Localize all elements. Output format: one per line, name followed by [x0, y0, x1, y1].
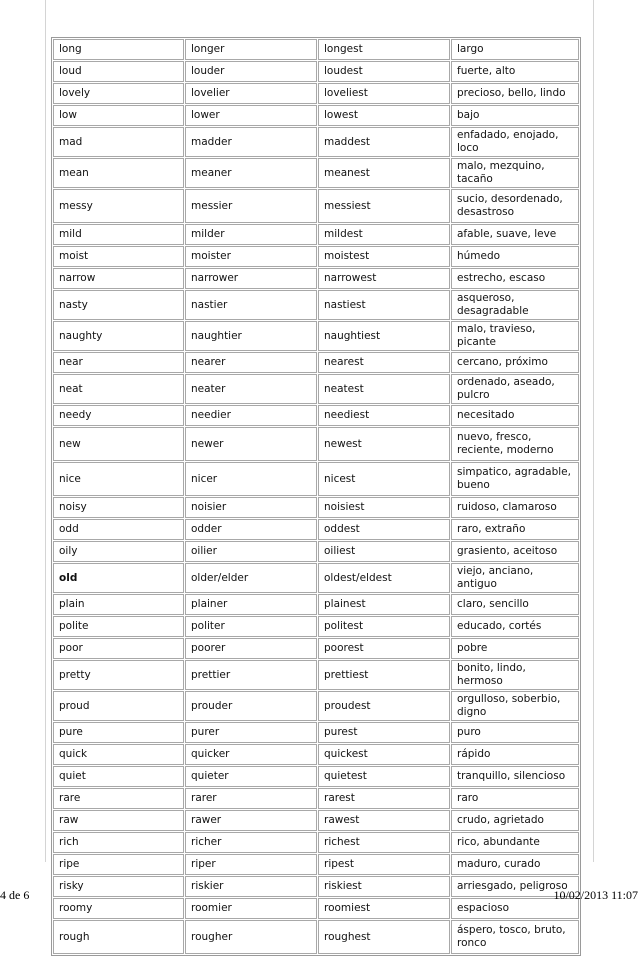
cell-base-form: narrow — [53, 268, 184, 289]
cell-comparative: rarer — [185, 788, 317, 809]
cell-base-form: odd — [53, 519, 184, 540]
cell-base-form: mild — [53, 224, 184, 245]
cell-spanish-translation: viejo, anciano, antiguo — [451, 563, 579, 593]
cell-base-form: quiet — [53, 766, 184, 787]
cell-base-form: mad — [53, 127, 184, 157]
table-row — [53, 810, 579, 831]
cell-comparative: longer — [185, 39, 317, 60]
table-row — [53, 374, 579, 404]
cell-spanish-translation: bajo — [451, 105, 579, 126]
cell-superlative: prettiest — [318, 660, 450, 690]
cell-spanish-translation: enfadado, enojado, loco — [451, 127, 579, 157]
cell-base-form: poor — [53, 638, 184, 659]
cell-spanish-translation: pobre — [451, 638, 579, 659]
cell-comparative: nastier — [185, 290, 317, 320]
table-row — [53, 660, 579, 690]
cell-base-form: plain — [53, 594, 184, 615]
table-row — [53, 224, 579, 245]
cell-superlative: purest — [318, 722, 450, 743]
cell-spanish-translation: fuerte, alto — [451, 61, 579, 82]
cell-superlative: loudest — [318, 61, 450, 82]
cell-spanish-translation: tranquillo, silencioso — [451, 766, 579, 787]
cell-spanish-translation: húmedo — [451, 246, 579, 267]
cell-superlative: plainest — [318, 594, 450, 615]
cell-base-form: rich — [53, 832, 184, 853]
table-row — [53, 744, 579, 765]
table-row — [53, 563, 579, 593]
cell-superlative: nicest — [318, 462, 450, 496]
table-row — [53, 158, 579, 188]
table-row — [53, 290, 579, 320]
cell-comparative: purer — [185, 722, 317, 743]
table-row — [53, 497, 579, 518]
table-row — [53, 462, 579, 496]
cell-base-form: oily — [53, 541, 184, 562]
cell-comparative: oilier — [185, 541, 317, 562]
cell-base-form: nice — [53, 462, 184, 496]
cell-superlative: narrowest — [318, 268, 450, 289]
cell-base-form: roomy — [53, 898, 184, 919]
table-row — [53, 246, 579, 267]
table-row — [53, 83, 579, 104]
cell-base-form: naughty — [53, 321, 184, 351]
cell-comparative: newer — [185, 427, 317, 461]
cell-spanish-translation: malo, mezquino, tacaño — [451, 158, 579, 188]
table-row — [53, 788, 579, 809]
table-row — [53, 638, 579, 659]
cell-base-form: pure — [53, 722, 184, 743]
cell-superlative: maddest — [318, 127, 450, 157]
cell-comparative: politer — [185, 616, 317, 637]
cell-base-form: rough — [53, 920, 184, 954]
cell-comparative: prettier — [185, 660, 317, 690]
table-body — [53, 39, 579, 954]
cell-spanish-translation: ordenado, aseado, pulcro — [451, 374, 579, 404]
cell-superlative: proudest — [318, 691, 450, 721]
cell-comparative: riper — [185, 854, 317, 875]
cell-comparative: poorer — [185, 638, 317, 659]
cell-comparative: quieter — [185, 766, 317, 787]
cell-spanish-translation: largo — [451, 39, 579, 60]
cell-spanish-translation: malo, travieso, picante — [451, 321, 579, 351]
cell-spanish-translation: asqueroso, desagradable — [451, 290, 579, 320]
cell-superlative: rarest — [318, 788, 450, 809]
cell-comparative: meaner — [185, 158, 317, 188]
table-row — [53, 268, 579, 289]
cell-comparative: quicker — [185, 744, 317, 765]
cell-superlative: nastiest — [318, 290, 450, 320]
cell-base-form: moist — [53, 246, 184, 267]
cell-spanish-translation: cercano, próximo — [451, 352, 579, 373]
cell-spanish-translation: orgulloso, soberbio, digno — [451, 691, 579, 721]
cell-spanish-translation: rico, abundante — [451, 832, 579, 853]
cell-superlative: poorest — [318, 638, 450, 659]
cell-base-form: low — [53, 105, 184, 126]
table-row — [53, 616, 579, 637]
cell-comparative: moister — [185, 246, 317, 267]
cell-superlative: neatest — [318, 374, 450, 404]
cell-spanish-translation: nuevo, fresco, reciente, moderno — [451, 427, 579, 461]
cell-comparative: richer — [185, 832, 317, 853]
cell-base-form: long — [53, 39, 184, 60]
cell-comparative: riskier — [185, 876, 317, 897]
cell-spanish-translation: rápido — [451, 744, 579, 765]
footer-datetime: 10/02/2013 11:07 — [553, 888, 638, 902]
footer-page-number: 4 de 6 — [0, 888, 30, 902]
cell-superlative: roughest — [318, 920, 450, 954]
table-row — [53, 105, 579, 126]
cell-spanish-translation: arriesgado, peligroso — [451, 876, 579, 897]
table-row — [53, 39, 579, 60]
cell-superlative: naughtiest — [318, 321, 450, 351]
cell-comparative: plainer — [185, 594, 317, 615]
cell-superlative: quickest — [318, 744, 450, 765]
cell-base-form: proud — [53, 691, 184, 721]
cell-base-form: ripe — [53, 854, 184, 875]
cell-superlative: mildest — [318, 224, 450, 245]
cell-base-form: noisy — [53, 497, 184, 518]
cell-comparative: naughtier — [185, 321, 317, 351]
table-row — [53, 352, 579, 373]
cell-base-form: neat — [53, 374, 184, 404]
table-row — [53, 832, 579, 853]
cell-base-form: lovely — [53, 83, 184, 104]
cell-spanish-translation: maduro, curado — [451, 854, 579, 875]
cell-base-form: pretty — [53, 660, 184, 690]
cell-superlative: noisiest — [318, 497, 450, 518]
cell-spanish-translation: necesitado — [451, 405, 579, 426]
cell-superlative: lowest — [318, 105, 450, 126]
cell-superlative: newest — [318, 427, 450, 461]
cell-spanish-translation: afable, suave, leve — [451, 224, 579, 245]
cell-spanish-translation: estrecho, escaso — [451, 268, 579, 289]
table-row — [53, 722, 579, 743]
table-row — [53, 766, 579, 787]
table-row — [53, 920, 579, 954]
cell-comparative: messier — [185, 189, 317, 223]
cell-base-form: new — [53, 427, 184, 461]
cell-superlative: politest — [318, 616, 450, 637]
cell-comparative: neater — [185, 374, 317, 404]
cell-superlative: oldest/eldest — [318, 563, 450, 593]
cell-superlative: messiest — [318, 189, 450, 223]
cell-comparative: nicer — [185, 462, 317, 496]
cell-spanish-translation: raro — [451, 788, 579, 809]
cell-spanish-translation: precioso, bello, lindo — [451, 83, 579, 104]
cell-base-form: loud — [53, 61, 184, 82]
cell-comparative: roomier — [185, 898, 317, 919]
cell-superlative: quietest — [318, 766, 450, 787]
cell-spanish-translation: claro, sencillo — [451, 594, 579, 615]
cell-spanish-translation: áspero, tosco, bruto, ronco — [451, 920, 579, 954]
cell-superlative: riskiest — [318, 876, 450, 897]
cell-base-form: quick — [53, 744, 184, 765]
adjective-comparison-table — [51, 37, 581, 956]
cell-superlative: ripest — [318, 854, 450, 875]
cell-superlative: oiliest — [318, 541, 450, 562]
cell-comparative: lower — [185, 105, 317, 126]
cell-comparative: lovelier — [185, 83, 317, 104]
cell-superlative: loveliest — [318, 83, 450, 104]
cell-superlative: roomiest — [318, 898, 450, 919]
table-row — [53, 405, 579, 426]
table-row — [53, 854, 579, 875]
cell-comparative: rawer — [185, 810, 317, 831]
page-frame-left-border — [45, 0, 46, 862]
cell-base-form: messy — [53, 189, 184, 223]
cell-spanish-translation: crudo, agrietado — [451, 810, 579, 831]
cell-comparative: nearer — [185, 352, 317, 373]
cell-base-form: risky — [53, 876, 184, 897]
cell-superlative: rawest — [318, 810, 450, 831]
table-row — [53, 127, 579, 157]
cell-base-form: nasty — [53, 290, 184, 320]
table-row — [53, 427, 579, 461]
cell-comparative: milder — [185, 224, 317, 245]
cell-superlative: nearest — [318, 352, 450, 373]
cell-comparative: prouder — [185, 691, 317, 721]
table-row — [53, 876, 579, 897]
cell-comparative: madder — [185, 127, 317, 157]
table-row — [53, 321, 579, 351]
cell-spanish-translation: educado, cortés — [451, 616, 579, 637]
table-row — [53, 541, 579, 562]
cell-superlative: neediest — [318, 405, 450, 426]
cell-comparative: noisier — [185, 497, 317, 518]
cell-comparative: louder — [185, 61, 317, 82]
table-row — [53, 691, 579, 721]
table-row — [53, 519, 579, 540]
cell-comparative: odder — [185, 519, 317, 540]
cell-comparative: older/elder — [185, 563, 317, 593]
page-frame-right-border — [593, 0, 594, 862]
cell-base-form: mean — [53, 158, 184, 188]
cell-spanish-translation: sucio, desordenado, desastroso — [451, 189, 579, 223]
cell-spanish-translation: puro — [451, 722, 579, 743]
cell-superlative: oddest — [318, 519, 450, 540]
cell-spanish-translation: bonito, lindo, hermoso — [451, 660, 579, 690]
table-row — [53, 189, 579, 223]
table-row — [53, 594, 579, 615]
cell-comparative: rougher — [185, 920, 317, 954]
cell-spanish-translation: simpatico, agradable, bueno — [451, 462, 579, 496]
cell-superlative: meanest — [318, 158, 450, 188]
cell-spanish-translation: grasiento, aceitoso — [451, 541, 579, 562]
cell-base-form: needy — [53, 405, 184, 426]
cell-spanish-translation: espacioso — [451, 898, 579, 919]
cell-base-form: raw — [53, 810, 184, 831]
table-row — [53, 898, 579, 919]
cell-superlative: longest — [318, 39, 450, 60]
cell-spanish-translation: ruidoso, clamaroso — [451, 497, 579, 518]
cell-base-form: polite — [53, 616, 184, 637]
cell-base-form: old — [53, 563, 184, 593]
cell-comparative: narrower — [185, 268, 317, 289]
cell-superlative: richest — [318, 832, 450, 853]
cell-spanish-translation: raro, extraño — [451, 519, 579, 540]
table-row — [53, 61, 579, 82]
cell-superlative: moistest — [318, 246, 450, 267]
cell-base-form: rare — [53, 788, 184, 809]
cell-comparative: needier — [185, 405, 317, 426]
cell-base-form: near — [53, 352, 184, 373]
